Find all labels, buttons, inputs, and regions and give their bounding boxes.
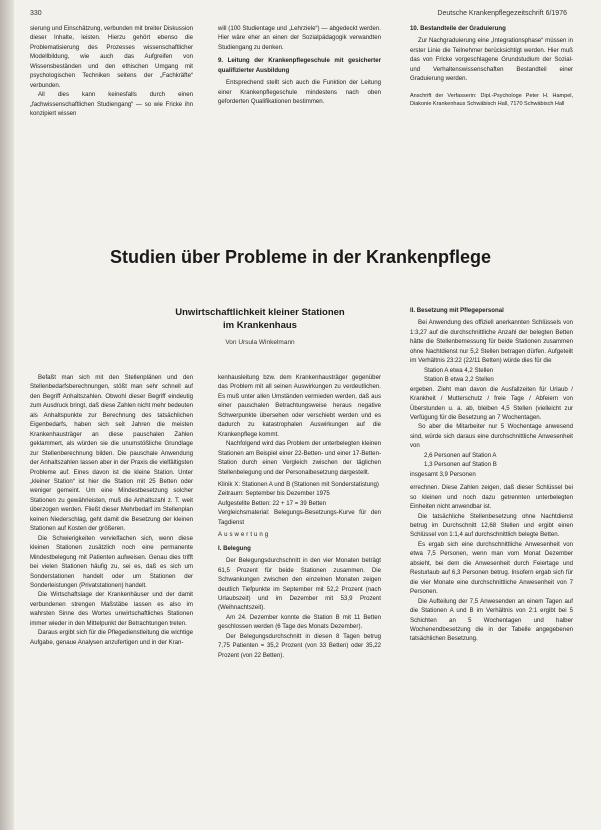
besetzung-heading: II. Besetzung mit Pflegepersonal xyxy=(410,307,504,314)
station-b-personen: 1,3 Personen auf Station B xyxy=(424,461,497,469)
top-col1-para-1: sierung und Einschätzung, verbunden mit breiter Diskussion dieser Inhalte, leisten. Hierzu gehört ebenso die Problematisierung des Prozesses wissenschaftlicher Modellbildung, wie auch das Aufgreifen von Wissensbeständen und den ethischen Umgang mit psychologischen Techniken seitens der „Fachkräfte“ verbunden. xyxy=(30,25,193,89)
body-column-2 xyxy=(218,373,381,660)
body-column-1 xyxy=(30,373,193,647)
station-a-stellen: Station A etwa 4,2 Stellen xyxy=(424,366,494,374)
article-subtitle xyxy=(125,306,395,332)
top-column-1 xyxy=(30,24,193,119)
article-subtitle-line-1: Unwirtschaftlichkeit kleiner Stationen xyxy=(175,307,345,318)
top-col2-heading: 9. Leitung der Krankenpflegeschule mit gesicherter qualifizierter Ausbildung xyxy=(218,57,381,74)
top-column-2 xyxy=(218,24,381,107)
body-col1-para-2: Die Schwierigkeiten vervielfachen sich, wenn diese kleinen Stationen zusätzlich noch eine permanente Mindestbelegung mit Patienten aufweisen. Genau dies trifft bei vielen Stationen häufig zu, sei es, daß es sich um Sonderstationen handelt oder um Stationen der Sonderleistungen (Privatstationen) handelt. xyxy=(30,534,193,589)
body-col2-para-1: kenhausleitung bzw. dem Krankenhausträger gegenüber das Problem mit all seinen Auswirkungen zu verdeutlichen. Es muß unter allen Umständen vermieden werden, daß aus einer pauschalen Betrachtungsweise heraus negative Schwerpunkte übersehen oder verschiebt werden und es dadurch zu katastrophalen Auswirkungen auf die Krankenpflege kommt. xyxy=(218,374,381,438)
body-col3-para-5: Die tatsächliche Stellenbesetzung ohne Nachtdienst betrug im Durchschnitt 12,68 Stellen und ergibt einen Schlüssel von 1:1,4 auf durchschnittlich belegte Betten. xyxy=(410,512,573,539)
article-author: Von Ursula Winkelmann xyxy=(225,339,295,346)
station-b-stellen: Station B etwa 2,2 Stellen xyxy=(424,376,494,384)
page-spine-shadow xyxy=(0,0,14,830)
top-col3-heading: 10. Bestandteile der Graduierung xyxy=(410,25,506,32)
body-col2-data-4: Vergleichsmaterial: Belegungs-Besetzungs-Kurve für den Tagdienst xyxy=(218,509,381,526)
article-subtitle-line-2: im Krankenhaus xyxy=(223,320,297,331)
body-col3-para-3: So aber die Mitarbeiter nur 5 Wochentage anwesend sind, würde sich daraus eine durchschnittliche Anwesenheit von xyxy=(410,423,573,450)
body-col2-para-5: Der Belegungsdurchschnitt in diesen 8 Tagen betrug 7,75 Patienten = 35,2 Prozent (von 33 Betten) oder 35,22 Prozent (von 22 Betten). xyxy=(218,632,381,659)
body-col1-para-1: Befaßt man sich mit den Stellenplänen und den Stellenbedarfsberechnungen, stößt man sehr schnell auf den Begriff Anhaltszahlen. Obwohl dieser Begriff eindeutig zum Ausdruck bringt, daß diese Zahlen nicht mehr bedeuten als Anhaltspunkte zur Berechnung des tatsächlichen Eigenbedarfs, haben sich seit Jahren die meisten Krankenhausträger an diese pauschalen Zahlen geklammert, als würden sie die unumstößliche Grundlage zur Stellenberechnung bilden. Die pauschale Anwendung der Anhaltszahlen lassen aber in der Praxis die vielfältigsten Probleme auf. Eines davon ist die kleine Station. Unter „kleiner Station“ ist hier die Station mit 25 Betten oder weniger gemeint. Um eine Mindestbesetzung solcher Stationen zu gewährleisten, muß die Anhaltszahl z. T. weit überzogen werden. Fließt dieser Mehrbedarf im Stellenplan keinen Niederschlag, geht damit die Besetzung der kleinen Stationen auf Kosten der größeren. xyxy=(30,374,193,533)
body-col2-para-2: Nachfolgend wird das Problem der unterbelegten kleinen Stationen am Beispiel einer 22-Betten- und einer 17-Betten-Station durch einen Vergleich zwischen der täglichen Stellenbelegung und der Personalbesetzung dargestellt. xyxy=(218,440,381,476)
belegung-heading: I. Belegung xyxy=(218,544,251,552)
page-number: 330 xyxy=(30,10,42,17)
auswertung-label: Auswertung xyxy=(218,531,271,539)
top-col2-text: will (100 Studientage und „Lehrziele“) — abgedeckt werden. Hier wäre eher an einen der Sozialpädagogik verwandten Studiengang zu denken. xyxy=(218,25,381,51)
body-col2-para-4: Am 24. Dezember konnte die Station B mit 11 Betten geschlossen werden (6 Tage des Monats Dezember). xyxy=(218,613,381,631)
body-col2-data-2: Zeitraum: September bis Dezember 1975 xyxy=(218,490,330,498)
station-a-personen: 2,6 Personen auf Station A xyxy=(424,451,497,459)
body-col3-para-7: Die Aufteilung der 7,5 Anwesenden an einem Tagen auf die Stationen A und B im Verhältnis von 2:1 ergibt bei 5 Schichten an 5 Wochentagen und halber Wochenendbesetzung die in der Tabelle angegebenen tatsächlichen Besetzung. xyxy=(410,597,573,643)
body-col3-para-2: ergeben. Zieht man davon die Ausfallzeiten für Urlaub / Krankheit / Mutterschutz / freie Tage / Abfeiern von Überstunden u. a. ab, bleiben 4,5 Stellen (vielleicht zur Verfügung für die Besetzung an 7 Wochentagen. xyxy=(410,385,573,421)
top-column-3 xyxy=(410,24,573,108)
body-col3-para-4: errechnen. Diese Zahlen zeigen, daß dieser Schlüssel bei so kleinen und noch dazu getrennten unterbelegten Einheiten nicht anwendbar ist. xyxy=(410,484,573,511)
total-personen: insgesamt 3,9 Personen xyxy=(410,470,476,478)
body-col2-data-3: Aufgestellte Betten: 22 + 17 = 39 Betten xyxy=(218,499,327,507)
body-col3-para-1: Bei Anwendung des offiziell anerkannten Schlüssels von 1:3,27 auf die durchschnittliche Anzahl der belegten Betten hätte die Stellenbemessung für beide Stationen zusammen ohne Nachtdienst nur 5,2 Stellen betragen dürfen. Aufgeteilt im Verhältnis 23:22 (22/11 Betten) würde dies für die xyxy=(410,319,573,365)
body-col3-para-6: Es ergab sich eine durchschnittliche Anwesenheit von etwa 7,5 Personen, wenn man vom Monat Dezember absieht, bei dem die Anwesenheit durch Feiertage und Resturlaub auf 6,3 Personen betrug. Insofern ergab sich für die vier Monate eine durchschnittliche Anwesenheit von 7 Personen. xyxy=(410,540,573,596)
body-col1-para-3: Die Wirtschaftslage der Krankenhäuser und der damit verbundenen strengen Maßstäbe lassen es also im wahrsten Sinne des Wortes unwirtschaftliches Stationen immer wieder in den Mittelpunkt der Betrachtungen treten. xyxy=(30,591,193,627)
top-col1-para-2: All dies kann keinesfalls durch einen „fachwissenschaftlichen Studiengang“ — so wie Fricke ihn konzipiert wissen xyxy=(30,91,193,118)
journal-header: Deutsche Krankenpflegezeitschrift 6/1976 xyxy=(437,10,567,17)
article-main-title: Studien über Probleme in der Krankenpflege xyxy=(109,247,492,267)
top-col2-text-2: Entsprechend stellt sich auch die Funktion der Leitung einer Krankenpflegeschule mindestens nach oben geforderten Qualifikationen bestimmen. xyxy=(218,79,381,106)
body-col2-data-1: Klinik X: Stationen A und B (Stationen mit Sonderstatistung) xyxy=(218,480,379,488)
body-col2-para-3: Der Belegungsdurchschnitt in den vier Monaten beträgt 61,5 Prozent für beide Stationen zusammen. Die Schwankungen zwischen den einzelnen Monaten zeigen deutlich Tiefpunkte im September mit 52,2 Prozent (nach Urlaubszeit) und im Dezember mit 53,9 Prozent (Weihnachtszeit). xyxy=(218,557,381,612)
author-address-note: Anschrift der Verfasserin: Dipl.-Psychologe Peter H. Hampel, Diakonie Krankenhaus Schwäbisch Hall, 7170 Schwäbisch Hall xyxy=(410,92,573,107)
top-col3-text: Zur Nachgraduierung eine „Integrationsphase“ müssen in erster Linie die Teilnehmer berücksichtigt werden. Hier muß das von Fricke vorgeschlagene Grundstudium der Sozial- und Verhaltenswissenschaften Bestandteil einer Graduierung werden. xyxy=(410,37,573,83)
body-col1-para-4: Daraus ergibt sich für die Pflegedienstleitung die wichtige Aufgabe, genaue Analysen anzufertigen und in der Kran- xyxy=(30,629,193,646)
body-column-3 xyxy=(410,306,573,644)
